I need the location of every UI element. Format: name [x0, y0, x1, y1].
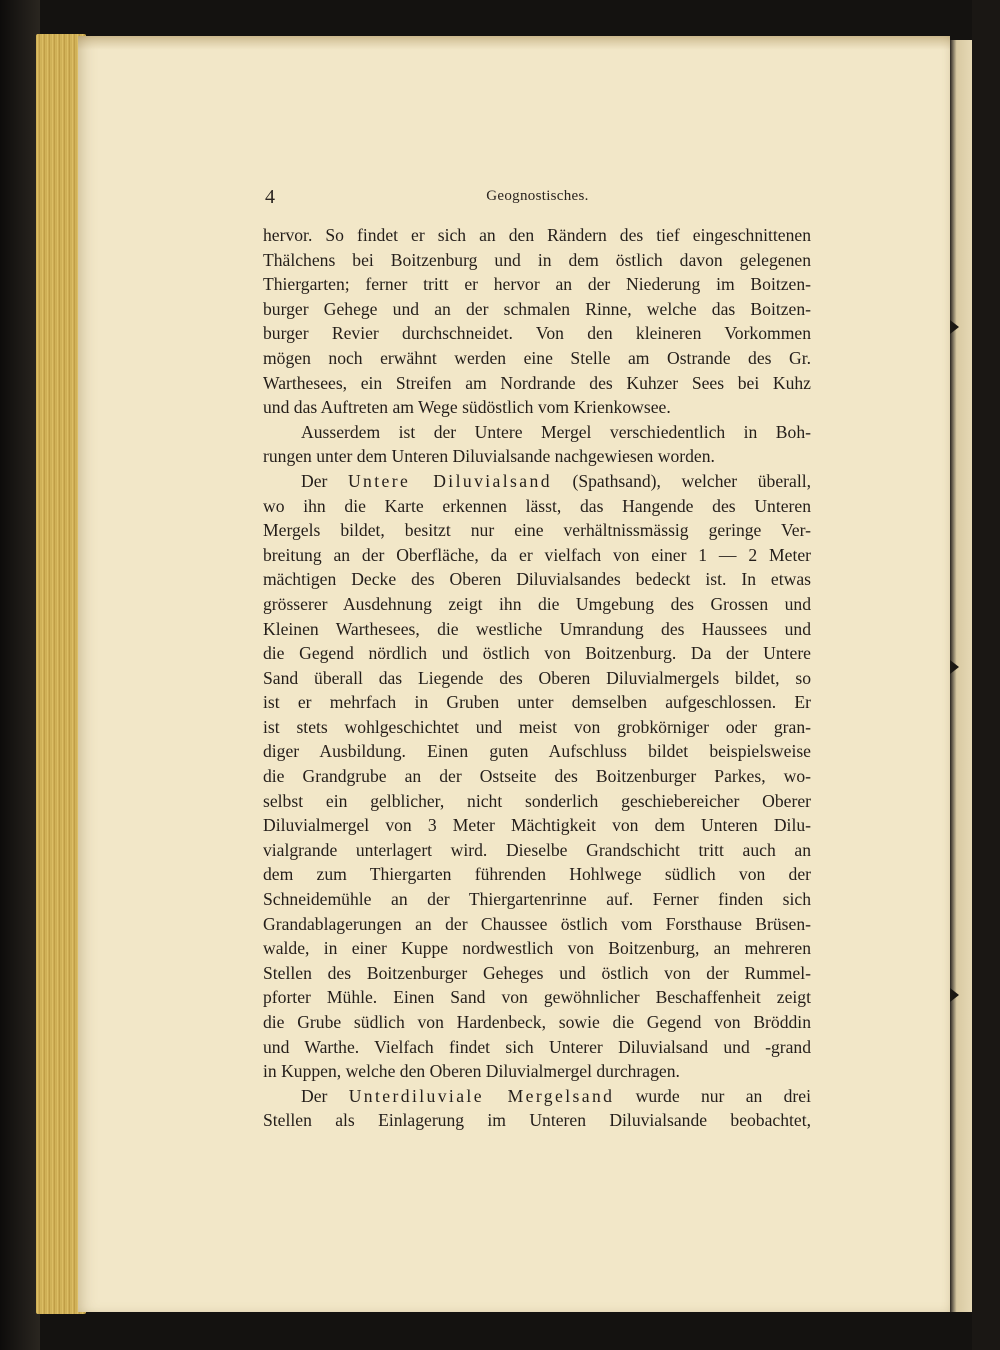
spaced-term: Unterdiluviale Mergelsand	[348, 1085, 615, 1106]
text-line: Sand überall das Liegende des Oberen Diluvialmergels bildet, so	[263, 667, 811, 688]
text-line: selbst ein gelblicher, nicht sonderlich geschiebereicher Oberer	[263, 790, 811, 811]
text-line: ist er mehrfach in Gruben unter demselben aufgeschlossen. Er	[263, 692, 811, 713]
page-header	[265, 186, 810, 210]
text-line: burger Gehege und an der schmalen Rinne, welche das Boitzen-	[263, 298, 811, 319]
text-line: Thiergarten; ferner tritt er hervor an der Niederung im Boitzen-	[263, 274, 811, 295]
text-line: Diluvialmergel von 3 Meter Mächtigkeit von dem Unteren Dilu-	[263, 815, 811, 836]
page-edge-mark	[950, 320, 959, 334]
text-line: breitung an der Oberfläche, da er vielfach von einer 1 — 2 Meter	[263, 544, 811, 565]
text-line: grösserer Ausdehnung zeigt ihn die Umgebung des Grossen und	[263, 593, 811, 614]
page-number: 4	[265, 186, 275, 208]
text-line: und das Auftreten am Wege südöstlich vom Krienkowsee.	[263, 397, 671, 418]
text-line: Schneidemühle an der Thiergartenrinne auf. Ferner finden sich	[263, 889, 811, 910]
text-line: und Warthe. Vielfach findet sich Unterer Diluvialsand und -grand	[263, 1036, 811, 1057]
text-line: in Kuppen, welche den Oberen Diluvialmergel durchragen.	[263, 1061, 680, 1082]
text-line: Stellen als Einlagerung im Unteren Diluvialsande beobachtet,	[263, 1110, 811, 1131]
text-line: pforter Mühle. Einen Sand von gewöhnlicher Beschaffenheit zeigt	[263, 987, 811, 1008]
text-line: Kleinen Warthesees, die westliche Umrandung des Haussees und	[263, 618, 811, 639]
text-line: die Grube südlich von Hardenbeck, sowie die Gegend von Bröddin	[263, 1012, 811, 1032]
adjacent-page-edge	[950, 40, 972, 1312]
text-line: Thälchens bei Boitzenburg und in dem östlich davon gelegenen	[263, 249, 811, 270]
text-line: rungen unter dem Unteren Diluvialsande nachgewiesen worden.	[263, 446, 715, 467]
text-line: Warthesees, ein Streifen am Nordrande des Kuhzer Sees bei Kuhz	[263, 372, 811, 393]
page-edge-mark	[950, 660, 959, 674]
text-line: mögen noch erwähnt werden eine Stelle am Ostrande des Gr.	[263, 347, 811, 368]
body-text	[263, 223, 811, 1133]
text-line: Mergels bildet, besitzt nur eine verhältnissmässig geringe Ver-	[263, 520, 811, 541]
running-head: Geognostisches.	[486, 188, 589, 204]
text-line: die Gegend nördlich und östlich von Boitzenburg. Da der Untere	[263, 643, 811, 664]
text-line: diger Ausbildung. Einen guten Aufschluss bildet beispielsweise	[263, 741, 811, 762]
text-line: ist stets wohlgeschichtet und meist von grobkörniger oder gran-	[263, 716, 811, 737]
text-line: Ausserdem ist der Untere Mergel verschiedentlich in Boh-	[301, 421, 811, 442]
text-line: mächtigen Decke des Oberen Diluvialsandes bedeckt ist. In etwas	[263, 569, 811, 590]
text-line: walde, in einer Kuppe nordwestlich von Boitzenburg, an mehreren	[263, 938, 811, 959]
text-line: Grandablagerungen an der Chaussee östlich vom Forsthause Brüsen-	[263, 913, 811, 934]
text-line: Der Untere Diluvialsand (Spathsand), welcher überall,	[301, 470, 811, 491]
text-line: burger Revier durchschneidet. Von den kleineren Vorkommen	[263, 323, 811, 344]
text-line: die Grandgrube an der Ostseite des Boitzenburger Parkes, wo-	[263, 766, 811, 787]
book-cover-left	[0, 0, 40, 1350]
text-line: Der Unterdiluviale Mergelsand wurde nur an drei	[301, 1085, 811, 1106]
text-line: vialgrande unterlagert wird. Dieselbe Grandschicht tritt auch an	[263, 839, 811, 860]
book-cover-right	[972, 0, 1000, 1350]
text-line: hervor. So findet er sich an den Rändern des tief eingeschnittenen	[263, 225, 811, 245]
page-edge-mark	[950, 988, 959, 1002]
text-line: wo ihn die Karte erkennen lässt, das Hangende des Unteren	[263, 495, 811, 516]
text-line: Stellen des Boitzenburger Geheges und östlich von der Rummel-	[263, 962, 811, 983]
text-line: dem zum Thiergarten führenden Hohlwege südlich von der	[263, 864, 811, 885]
spaced-term: Untere Diluvialsand	[347, 470, 552, 491]
